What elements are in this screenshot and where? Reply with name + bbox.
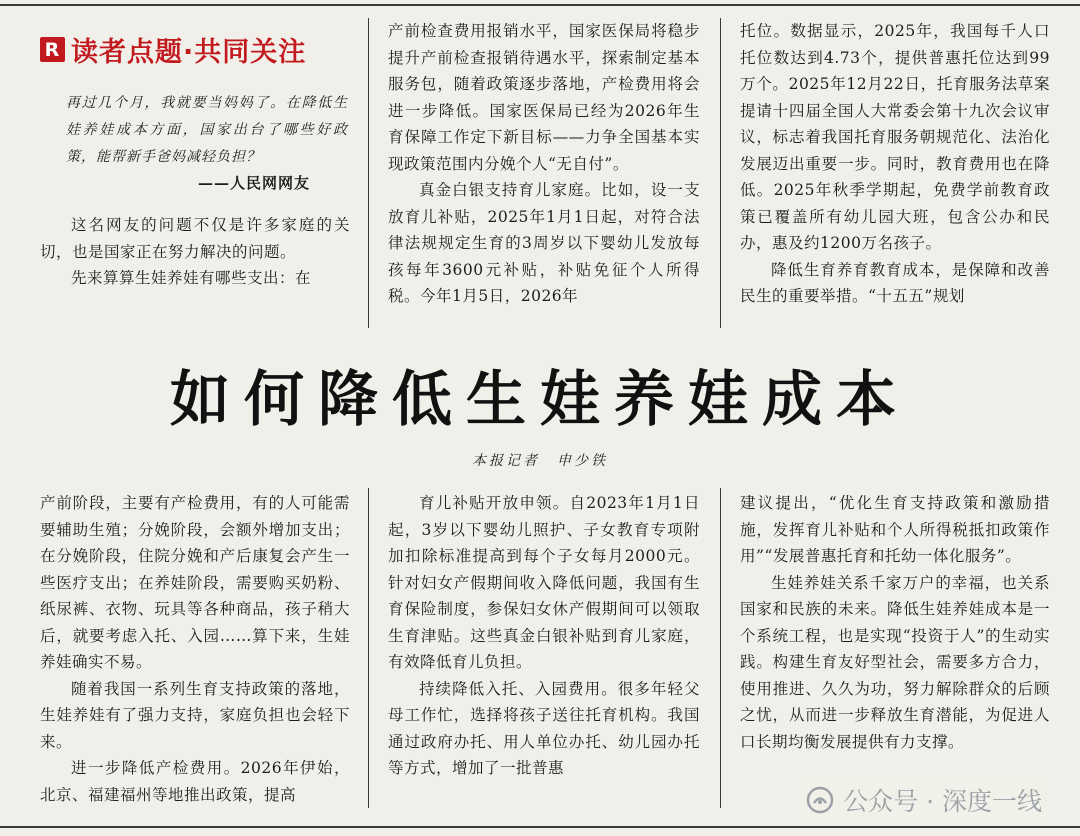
paragraph: 建议提出，“优化生育支持政策和激励措施，发挥育儿补贴和个人所得税抵扣政策作用”“发展普惠托育和托幼一体化服务”。 <box>740 494 1050 565</box>
top-border <box>0 4 1080 6</box>
column-divider <box>368 488 369 808</box>
byline: 本报记者 申少铁 <box>472 453 608 469</box>
paragraph: 托位。数据显示，2025年，我国每千人口托位数达到4.73个，提供普惠托位达到99万个。2025年12月22日，托育服务法草案提请十四届全国人大常委会第十九次会议审议，标志着我国托育服务朝规范化、法治化发展迈出重要一步。同时，教育费用也在降低。2025年秋季学期起，免费学前教育政策已覆盖所有幼儿园大班，包含公办和民办，惠及约1200万名孩子。 <box>740 22 1050 252</box>
article-column-bottom-3 <box>740 490 1050 806</box>
column-divider <box>368 18 369 328</box>
paragraph: 随着我国一系列生育支持政策的落地，生娃养娃有了强力支持，家庭负担也会轻下来。 <box>40 679 350 751</box>
paragraph: 这名网友的问题不仅是许多家庭的关切，也是国家正在努力解决的问题。 <box>40 216 350 261</box>
paragraph: 育儿补贴开放申领。自2023年1月1日起，3岁以下婴幼儿照护、子女教育专项附加扣除标准提高到每个子女每月2000元。针对妇女产假期间收入降低问题，我国有生育保险制度，参保妇女休产假期间可以领取生育津贴。这些真金白银补贴到育儿家庭，有效降低育儿负担。 <box>388 494 700 671</box>
article-column-top-2 <box>388 18 700 330</box>
paragraph: 生娃养娃关系千家万户的幸福，也关系国家和民族的未来。降低生娃养娃成本是一个系统工程，也是实现“投资于人”的生动实践。构建生育友好型社会，需要多方合力，使用推进、久久为功，努力解除群众的后顾之忧，从而进一步释放生育潜能，为促进人口长期均衡发展提供有力支撑。 <box>740 573 1050 751</box>
rubric-title: 读者点题·共同关注 <box>71 37 307 68</box>
section-rubric <box>40 30 306 69</box>
headline: 如何降低生娃养娃成本 <box>170 365 910 435</box>
article-column-top-1 <box>40 212 350 330</box>
paragraph: 产前检查费用报销水平，国家医保局将稳步提升产前检查报销待遇水平，探索制定基本服务包，随着政策逐步落地，产检费用将会进一步降低。国家医保局已经为2026年生育保障工作定下新目标——力争全国基本实现政策范围内分娩个人“无自付”。 <box>388 22 700 173</box>
column-divider <box>720 488 721 808</box>
paragraph: 进一步降低产检费用。2026年伊始，北京、福建福州等地推出政策，提高 <box>40 759 350 804</box>
article-column-bottom-2 <box>388 490 700 806</box>
paragraph: 持续降低入托、入园费用。很多年轻父母工作忙，选择将孩子送往托育机构。我国通过政府办托、用人单位办托、幼儿园办托等方式，增加了一批普惠 <box>388 679 700 777</box>
wechat-official-account-icon <box>805 785 835 815</box>
paragraph: 产前阶段，主要有产检费用，有的人可能需要辅助生殖；分娩阶段，会额外增加支出；在分娩阶段，住院分娩和产后康复会产生一些医疗支出；在养娃阶段，需要购买奶粉、纸尿裤、衣物、玩具等各种商品，孩子稍大后，就要考虑入托、入园……算下来，生娃养娃确实不易。 <box>40 494 350 671</box>
reader-question-source: ——人民网网友 <box>198 174 311 192</box>
column-divider <box>720 18 721 328</box>
paragraph: 先来算算生娃养娃有哪些支出：在 <box>71 269 312 287</box>
article-column-bottom-1 <box>40 490 350 806</box>
watermark-text: 公众号 · 深度一线 <box>843 787 1042 816</box>
paragraph: 降低生育养育教育成本，是保障和改善民生的重要举措。“十五五”规划 <box>740 260 1050 305</box>
bottom-border <box>0 826 1080 828</box>
rubric-badge: R <box>40 37 65 62</box>
paragraph: 真金白银支持育儿家庭。比如，设一支放育儿补贴，2025年1月1日起，对符合法律法规规定生育的3周岁以下婴幼儿发放每孩每年3600元补贴，补贴免征个人所得税。今年1月5日，2026年 <box>388 181 700 305</box>
article-column-top-3 <box>740 18 1050 330</box>
wechat-watermark <box>799 782 1048 818</box>
reader-question: 再过几个月，我就要当妈妈了。在降低生娃养娃成本方面，国家出台了哪些好政策，能帮新手爸妈减轻负担？ <box>66 95 348 165</box>
